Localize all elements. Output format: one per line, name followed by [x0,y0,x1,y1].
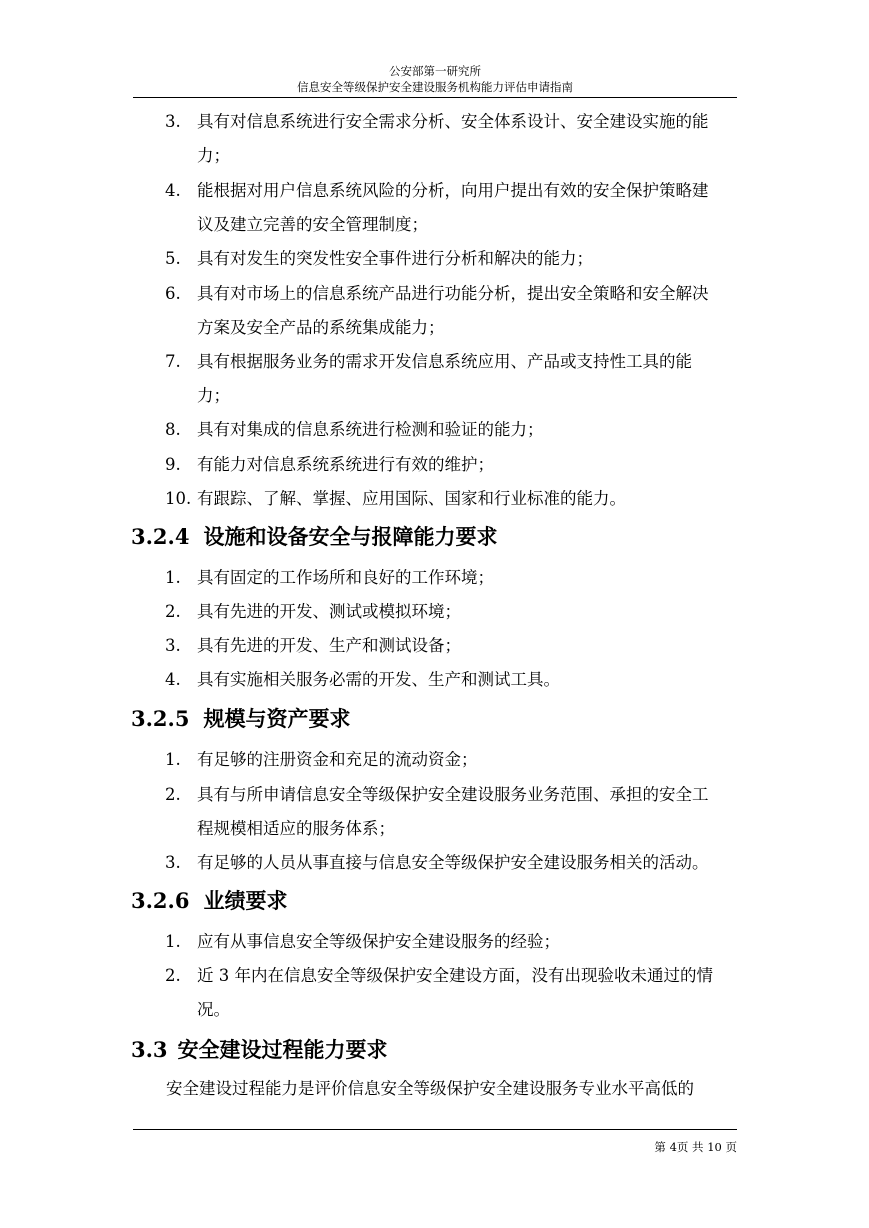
header-doc-title: 信息安全等级保护安全建设服务机构能力评估申请指南 [297,80,573,94]
header-org: 公安部第一研究所 [389,64,481,78]
section-heading-3-2-6: 3.2.6 业绩要求 [131,888,288,913]
document-page: 公安部第一研究所 信息安全等级保护安全建设服务机构能力评估申请指南 3. 具有对信息系统进行安全需求分析、安全体系设计、安全建设实施的能 力； 4. 能根据对用户信息系统风险的分析，向用户提出有效的安全保护策略建 议及建立完善的安全管理制度； 5. 具有对发生的突发性安全事件进行分析和解决的能力； 6. 具有对市场上的信息系统产品进行功能分析，提出安全策略和安全解决 方案及安全产品的系统集成能力； 7. 具有根据服务业务的需求开发信息系统应用、产品或支持性工具的能 力； 8. 具有对集成的信息系统进行检测和验证的能力； 9. 有能力对信息系统系统进行有效的维护； 10. 有跟踪、了解、掌握、应用国际、国家和行业标准的能力。 3.2.4 设施和设备安全与报障能力要求 1. 具有固定的工作场所和良好的工作环境； 2. 具有先进的开发、测试或模拟环境； 3. 具有先进的开发、生产和测试设备； 4. 具有实施相关服务必需的开发、生产和测试工具。 3.2.5 规模与资产要求 1. 有足够的注册资金和充足的流动资金； 2. 具有与所申请信息安全等级保护安全建设服务业务范围、承担的安全工 程规模相适应的服务体系； 3. 有足够的人员从事直接与信息安全等级保护安全建设服务相关的活动。 3.2.6 业绩要求 1. 应有从事信息安全等级保护安全建设服务的经验； 2. 近 3 年内在信息安全等级保护安全建设方面，没有出现验收未通过的情 况。 3.3 安全建设过程能力要求 安全建设过程能力是评价信息安全等级保护安全建设服务专业水平高低的 第 4页 共 10 页 [131,64,737,1154]
body-paragraph: 安全建设过程能力是评价信息安全等级保护安全建设服务专业水平高低的 [166,1079,694,1098]
page-number: 第 4页 共 10 页 [654,1140,737,1154]
footer-rule [133,1129,737,1130]
section-heading-3-2-5: 3.2.5 规模与资产要求 [131,706,351,731]
section-heading-3-2-4: 3.2.4 设施和设备安全与报障能力要求 [131,524,498,549]
section-heading-3-3: 3.3 安全建设过程能力要求 [131,1037,388,1062]
header-rule [133,97,737,98]
